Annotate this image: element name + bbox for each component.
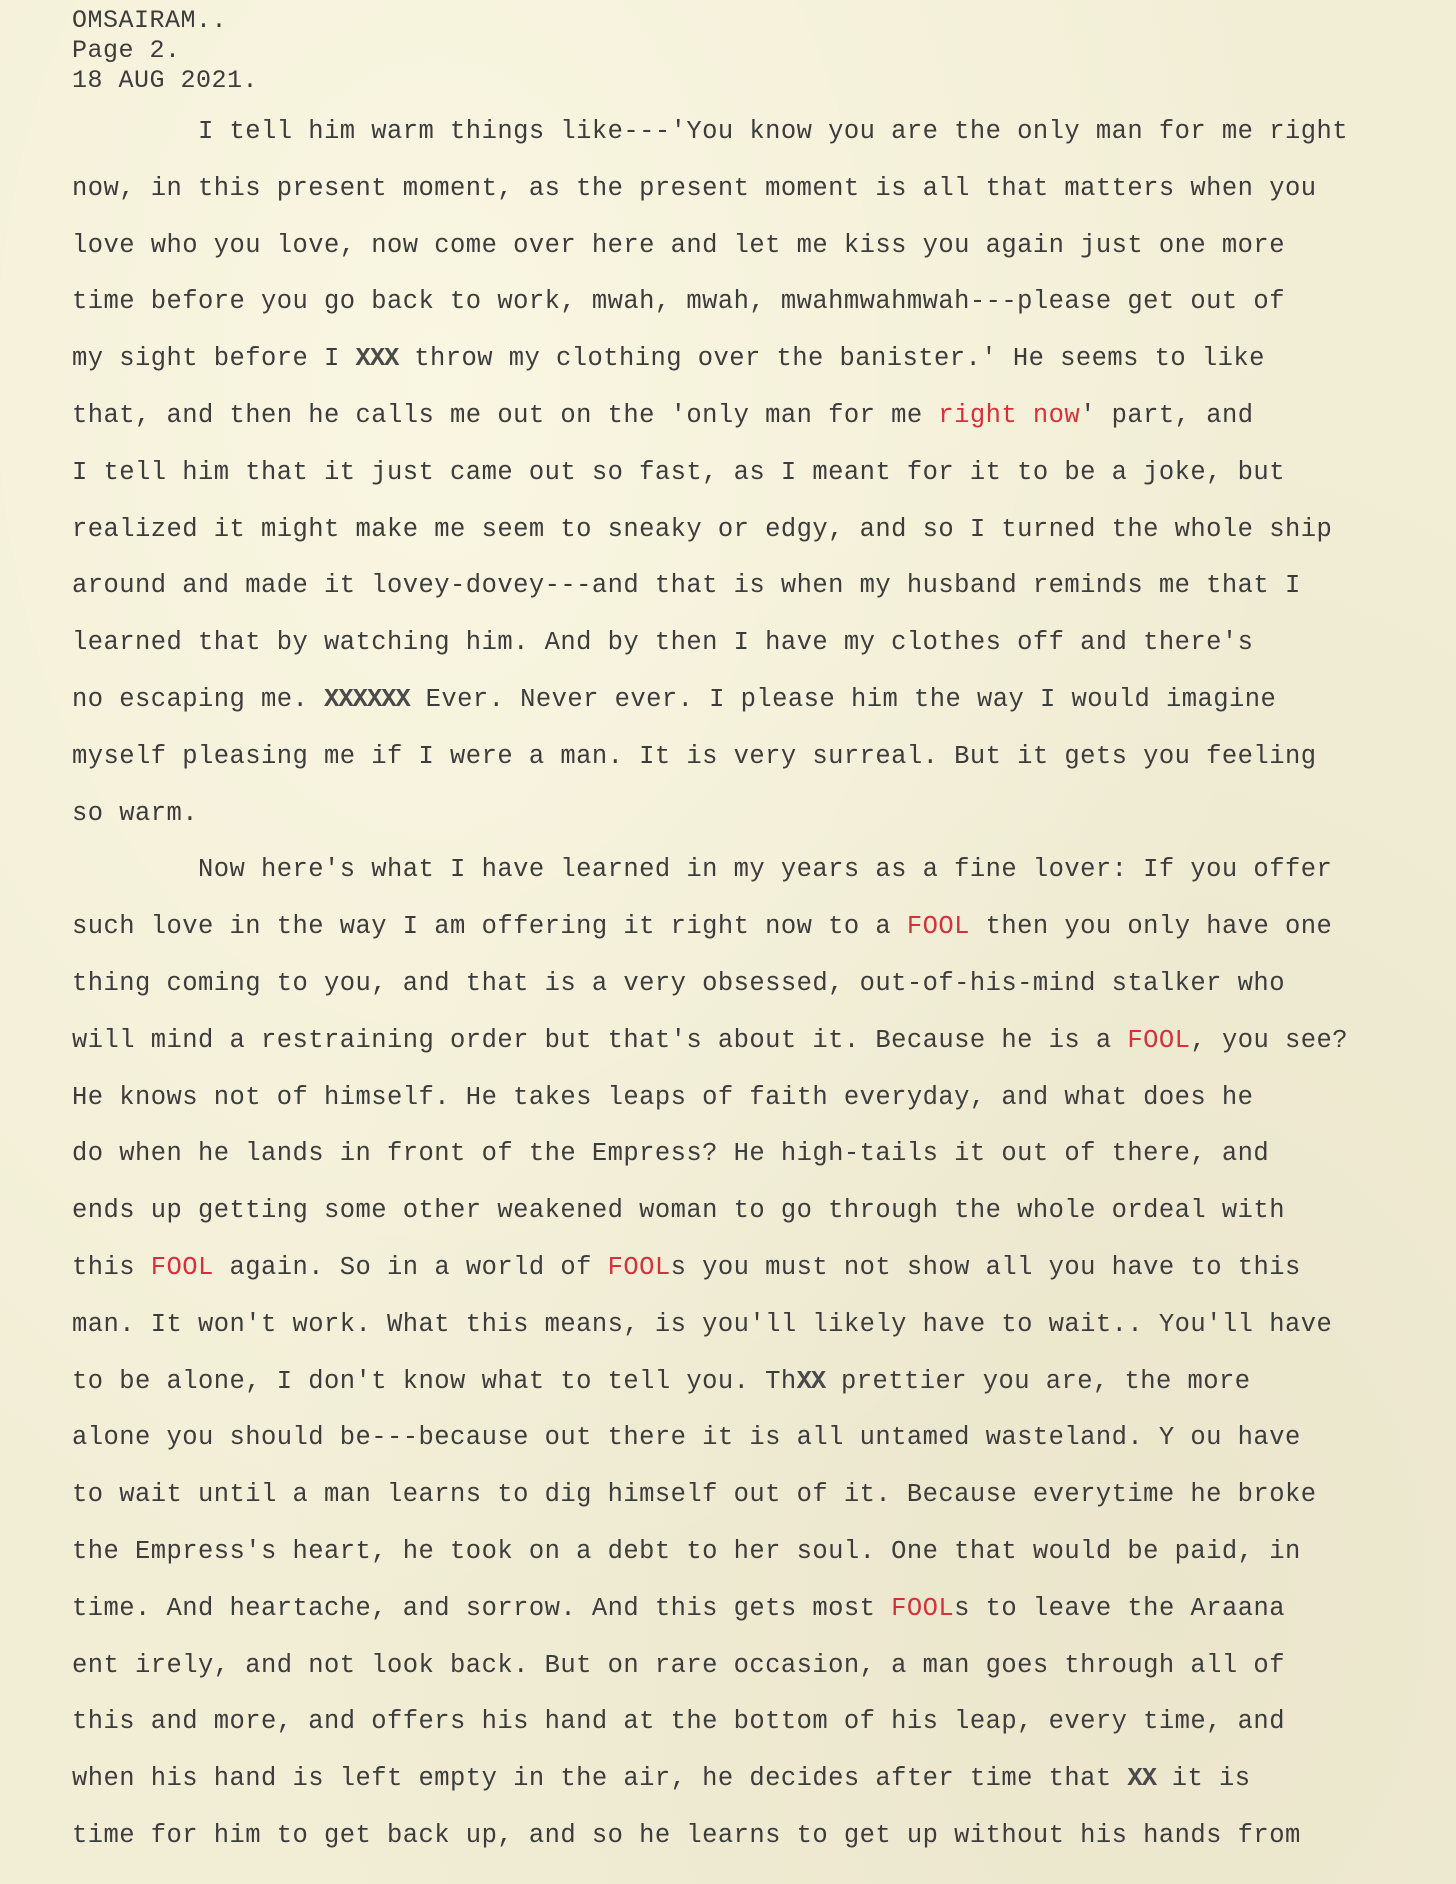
text-segment: Now here's what I have learned in my years as a fine lover: If you offer [72,855,1333,885]
text-line [72,1084,1442,1141]
text-segment: such love in the way I am offering it right now to a [72,912,907,942]
text-line [72,743,1442,800]
text-line [72,1140,1442,1197]
text-line [72,572,1442,629]
text-line [72,1652,1442,1709]
text-segment: around and made it lovey-dovey---and that is when my husband reminds me that I [72,571,1301,601]
text-segment: , you see? [1190,1025,1348,1055]
text-segment: s you must not show all you have to this [670,1252,1301,1282]
text-line [72,800,1442,857]
text-segment: man. It won't work. What this means, is you'll likely have to wait.. You'll have [72,1309,1333,1339]
text-segment: do when he lands in front of the Empress? He high-tails it out of there, and [72,1139,1270,1169]
text-line [72,970,1442,1027]
text-line [72,1822,1442,1879]
body-text [72,118,1442,1879]
text-line [72,1027,1442,1084]
text-segment: He knows not of himself. He takes leaps of faith everyday, and what does he [72,1082,1254,1112]
text-segment: to wait until a man learns to dig himself out of it. Because everytime he broke [72,1480,1317,1510]
text-segment: now, in this present moment, as the present moment is all that matters when you [72,173,1317,203]
red-ink-text: right now [938,400,1081,430]
text-segment: will mind a restraining order but that's about it. Because he is a [72,1025,1128,1055]
text-line [72,1708,1442,1765]
text-segment: realized it might make me seem to sneaky or edgy, and so I turned the whole ship [72,514,1333,544]
text-segment: to be alone, I don't know what to tell you. Th [72,1366,797,1396]
text-segment: alone you should be---because out there it is all untamed wasteland. Y ou have [72,1423,1301,1453]
text-line [72,175,1442,232]
text-segment: throw my clothing over the banister.' He seems to like [398,344,1265,374]
text-segment: then you only have one [969,912,1333,942]
text-line [72,459,1442,516]
text-line [72,1595,1442,1652]
red-ink-text: FOOL [1127,1025,1191,1055]
text-line [72,232,1442,289]
struck-out-text: XXXXXX [324,684,410,714]
text-segment: time for him to get back up, and so he learns to get up without his hands from [72,1820,1301,1850]
text-segment: when his hand is left empty in the air, he decides after time that [72,1764,1128,1794]
text-segment: so warm. [72,798,199,828]
text-line [72,118,1442,175]
text-line [72,1311,1442,1368]
text-line [72,1197,1442,1254]
text-line [72,629,1442,686]
text-line [72,1254,1442,1311]
text-segment: Ever. Never ever. I please him the way I would imagine [409,684,1277,714]
text-segment: prettier you are, the more [825,1366,1251,1396]
text-line [72,856,1442,913]
struck-out-text: XX [796,1366,826,1396]
red-ink-text: FOOL [150,1252,214,1282]
text-line [72,345,1442,402]
text-line [72,1538,1442,1595]
text-segment: I tell him warm things like---'You know you are the only man for me right [72,117,1348,146]
red-ink-text: FOOL [607,1252,671,1282]
struck-out-text: XXX [355,344,399,374]
text-segment: this and more, and offers his hand at the bottom of his leap, every time, and [72,1707,1285,1737]
red-ink-text: FOOL [891,1593,955,1623]
red-ink-text: FOOL [906,912,970,942]
text-line [72,1424,1442,1481]
text-segment: the Empress's heart, he took on a debt to her soul. One that would be paid, in [72,1536,1301,1566]
text-line [72,1481,1442,1538]
text-line [72,516,1442,573]
text-segment: s to leave the Araana [954,1593,1285,1623]
text-segment: ' part, and [1080,400,1254,430]
header-date: 18 AUG 2021. [72,66,259,95]
text-line [72,686,1442,743]
text-segment: my sight before I [72,344,356,374]
text-line [72,402,1442,459]
text-segment: myself pleasing me if I were a man. It is very surreal. But it gets you feeling [72,741,1317,771]
text-segment: I tell him that it just came out so fast, as I meant for it to be a joke, but [72,457,1285,487]
text-line [72,913,1442,970]
text-segment: ent irely, and not look back. But on rare occasion, a man goes through all of [72,1650,1285,1680]
text-segment: time before you go back to work, mwah, mwah, mwahmwahmwah---please get out of [72,287,1285,317]
struck-out-text: XX [1127,1764,1157,1794]
header-page-number: Page 2. [72,36,181,65]
text-segment: this [72,1252,151,1282]
text-segment: learned that by watching him. And by then I have my clothes off and there's [72,628,1254,658]
text-segment: again. So in a world of [213,1252,608,1282]
text-segment: thing coming to you, and that is a very obsessed, out-of-his-mind stalker who [72,968,1285,998]
text-segment: no escaping me. [72,684,325,714]
page-header [72,6,258,96]
text-segment: it is [1156,1764,1251,1794]
text-segment: love who you love, now come over here and let me kiss you again just one more [72,230,1285,260]
text-line [72,288,1442,345]
text-line [72,1765,1442,1822]
text-line [72,1368,1442,1425]
text-segment: ends up getting some other weakened woman to go through the whole ordeal with [72,1196,1285,1226]
text-segment: time. And heartache, and sorrow. And this gets most [72,1593,892,1623]
header-line-1: OMSAIRAM.. [72,6,228,35]
text-segment: that, and then he calls me out on the 'only man for me [72,400,939,430]
